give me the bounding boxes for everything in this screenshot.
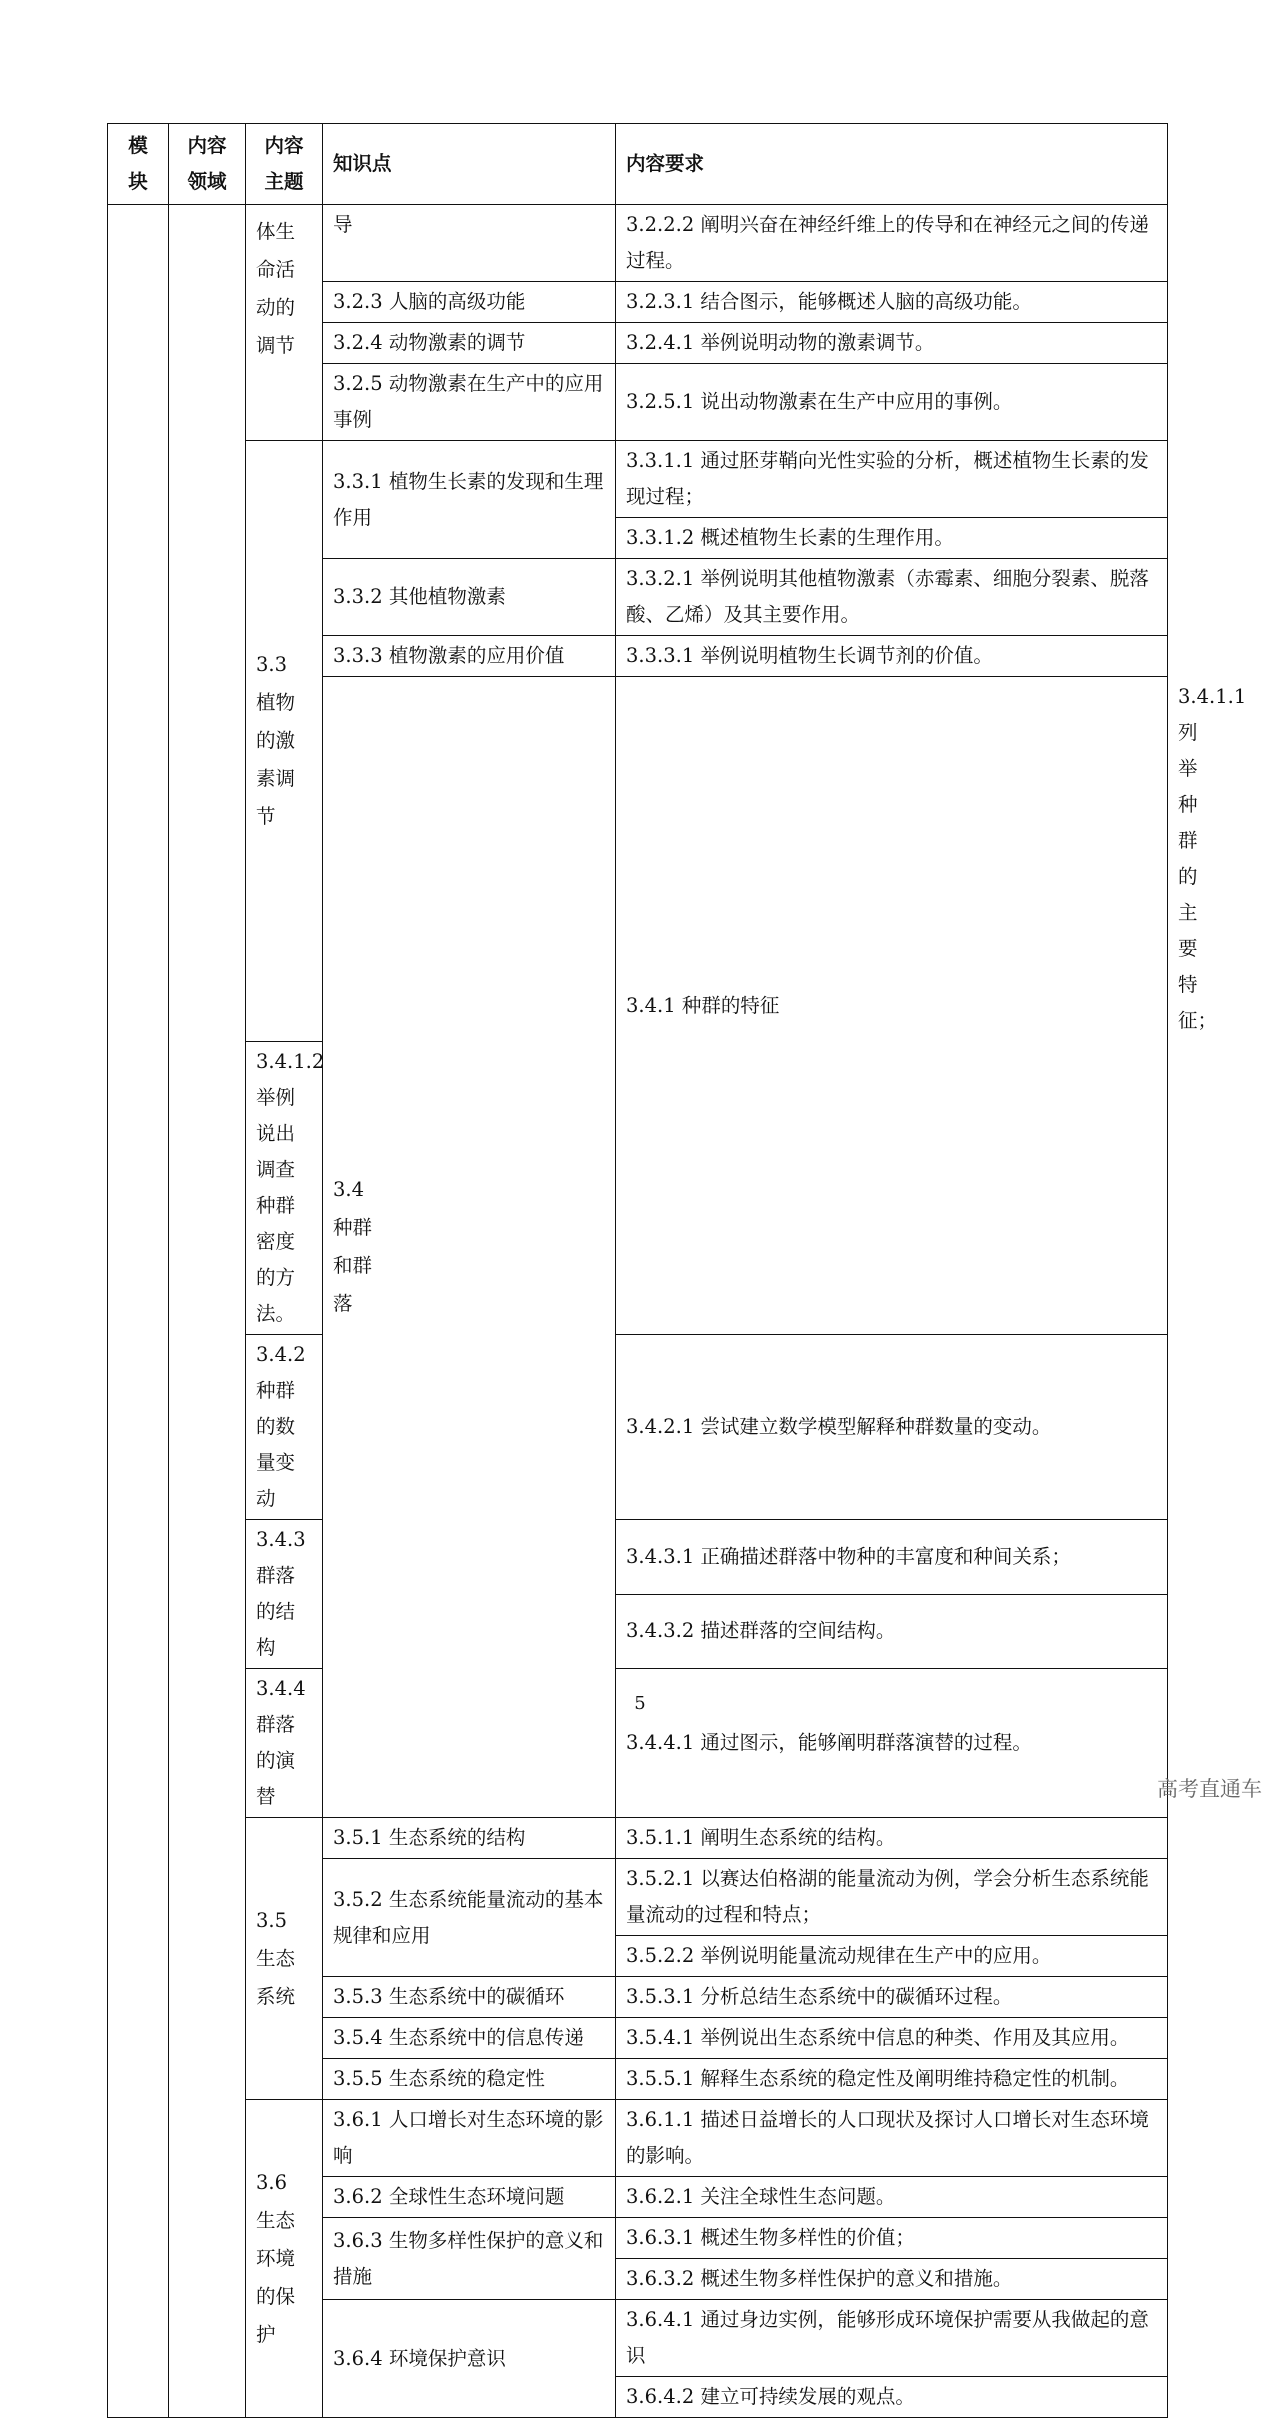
requirement-cell: 3.3.1.2 概述植物生长素的生理作用。 [616, 518, 1168, 559]
knowledge-cell: 3.4.3 群落的结构 [246, 1520, 323, 1669]
knowledge-cell: 3.3.3 植物激素的应用价值 [323, 636, 616, 677]
header-requirement: 内容要求 [616, 124, 1168, 205]
knowledge-cell: 3.5.5 生态系统的稳定性 [323, 2059, 616, 2100]
knowledge-cell: 3.4.4 群落的演替 [246, 1669, 323, 1818]
requirement-cell: 3.5.4.1 举例说出生态系统中信息的种类、作用及其应用。 [616, 2018, 1168, 2059]
header-topic: 内容 主题 [246, 124, 323, 205]
page-number: 5 [634, 1693, 646, 1714]
requirement-cell: 3.3.2.1 举例说明其他植物激素（赤霉素、细胞分裂素、脱落酸、乙烯）及其主要作用。 [616, 559, 1168, 636]
knowledge-cell: 3.6.1 人口增长对生态环境的影响 [323, 2100, 616, 2177]
requirement-cell: 3.5.5.1 解释生态系统的稳定性及阐明维持稳定性的机制。 [616, 2059, 1168, 2100]
header-module: 模 块 [108, 124, 169, 205]
knowledge-cell: 3.3.1 植物生长素的发现和生理作用 [323, 441, 616, 559]
knowledge-cell: 3.5.3 生态系统中的碳循环 [323, 1977, 616, 2018]
watermark: 高考直通车 [1157, 1777, 1262, 1801]
knowledge-cell: 3.4.2 种群的数量变动 [246, 1335, 323, 1520]
topic-cell: 3.5 生态 系统 [246, 1818, 323, 2100]
requirement-cell: 3.2.2.2 阐明兴奋在神经纤维上的传导和在神经元之间的传递过程。 [616, 205, 1168, 282]
table-row [108, 1818, 1168, 1859]
knowledge-cell: 3.5.2 生态系统能量流动的基本规律和应用 [323, 1859, 616, 1977]
requirement-cell: 3.4.2.1 尝试建立数学模型解释种群数量的变动。 [616, 1335, 1168, 1520]
table-row [108, 2100, 1168, 2177]
requirement-cell: 3.4.3.1 正确描述群落中物种的丰富度和种间关系； [616, 1520, 1168, 1595]
requirement-cell: 3.5.2.1 以赛达伯格湖的能量流动为例，学会分析生态系统能量流动的过程和特点； [616, 1859, 1168, 1936]
topic-cell: 3.3 植物 的激 素调 节 [246, 441, 323, 1042]
domain-cell [169, 205, 246, 2418]
requirement-cell: 3.6.2.1 关注全球性生态问题。 [616, 2177, 1168, 2218]
knowledge-cell: 3.6.3 生物多样性保护的意义和措施 [323, 2218, 616, 2300]
knowledge-cell: 3.4.1 种群的特征 [616, 677, 1168, 1335]
knowledge-cell: 3.2.3 人脑的高级功能 [323, 282, 616, 323]
knowledge-cell: 3.3.2 其他植物激素 [323, 559, 616, 636]
knowledge-cell: 3.6.4 环境保护意识 [323, 2300, 616, 2418]
requirement-cell: 3.3.1.1 通过胚芽鞘向光性实验的分析，概述植物生长素的发现过程； [616, 441, 1168, 518]
requirement-cell: 3.5.1.1 阐明生态系统的结构。 [616, 1818, 1168, 1859]
requirement-cell: 3.6.4.1 通过身边实例，能够形成环境保护需要从我做起的意识 [616, 2300, 1168, 2377]
topic-cell: 3.4 种群 和群 落 [323, 677, 616, 1818]
requirement-cell: 3.4.1.2 举例说出调查种群密度的方法。 [246, 1042, 323, 1335]
header-knowledge: 知识点 [323, 124, 616, 205]
knowledge-cell: 3.5.4 生态系统中的信息传递 [323, 2018, 616, 2059]
requirement-cell: 3.6.4.2 建立可持续发展的观点。 [616, 2377, 1168, 2418]
requirement-cell: 3.6.3.1 概述生物多样性的价值； [616, 2218, 1168, 2259]
table-header-row [108, 124, 1168, 205]
table-row: 3.4 种群 和群 落 3.4.1 种群的特征 3.4.1.1 列举种群的主要特征； [108, 677, 1168, 1042]
topic-cell: 3.6 生态 环境 的保 护 [246, 2100, 323, 2418]
knowledge-cell: 导 [323, 205, 616, 282]
table-row [108, 1520, 1168, 1595]
knowledge-cell: 3.6.2 全球性生态环境问题 [323, 2177, 616, 2218]
module-cell [108, 205, 169, 2418]
requirement-cell: 3.4.3.2 描述群落的空间结构。 [616, 1594, 1168, 1669]
table-row [108, 441, 1168, 518]
requirement-cell: 3.2.3.1 结合图示，能够概述人脑的高级功能。 [616, 282, 1168, 323]
header-domain: 内容 领域 [169, 124, 246, 205]
requirement-cell: 3.2.5.1 说出动物激素在生产中应用的事例。 [616, 364, 1168, 441]
requirement-cell: 3.2.4.1 举例说明动物的激素调节。 [616, 323, 1168, 364]
knowledge-cell: 3.5.1 生态系统的结构 [323, 1818, 616, 1859]
knowledge-cell: 3.2.4 动物激素的调节 [323, 323, 616, 364]
table-row [108, 205, 1168, 282]
knowledge-cell: 3.2.5 动物激素在生产中的应用事例 [323, 364, 616, 441]
table-row [108, 1335, 1168, 1520]
requirement-cell: 3.5.2.2 举例说明能量流动规律在生产中的应用。 [616, 1936, 1168, 1977]
requirement-cell: 3.3.3.1 举例说明植物生长调节剂的价值。 [616, 636, 1168, 677]
requirement-cell: 3.4.4.1 通过图示，能够阐明群落演替的过程。 [616, 1669, 1168, 1818]
requirement-cell: 3.6.1.1 描述日益增长的人口现状及探讨人口增长对生态环境的影响。 [616, 2100, 1168, 2177]
requirement-cell: 3.5.3.1 分析总结生态系统中的碳循环过程。 [616, 1977, 1168, 2018]
table-row [108, 1669, 1168, 1818]
requirement-cell: 3.6.3.2 概述生物多样性保护的意义和措施。 [616, 2259, 1168, 2300]
topic-cell: 体生 命活 动的 调节 [246, 205, 323, 441]
